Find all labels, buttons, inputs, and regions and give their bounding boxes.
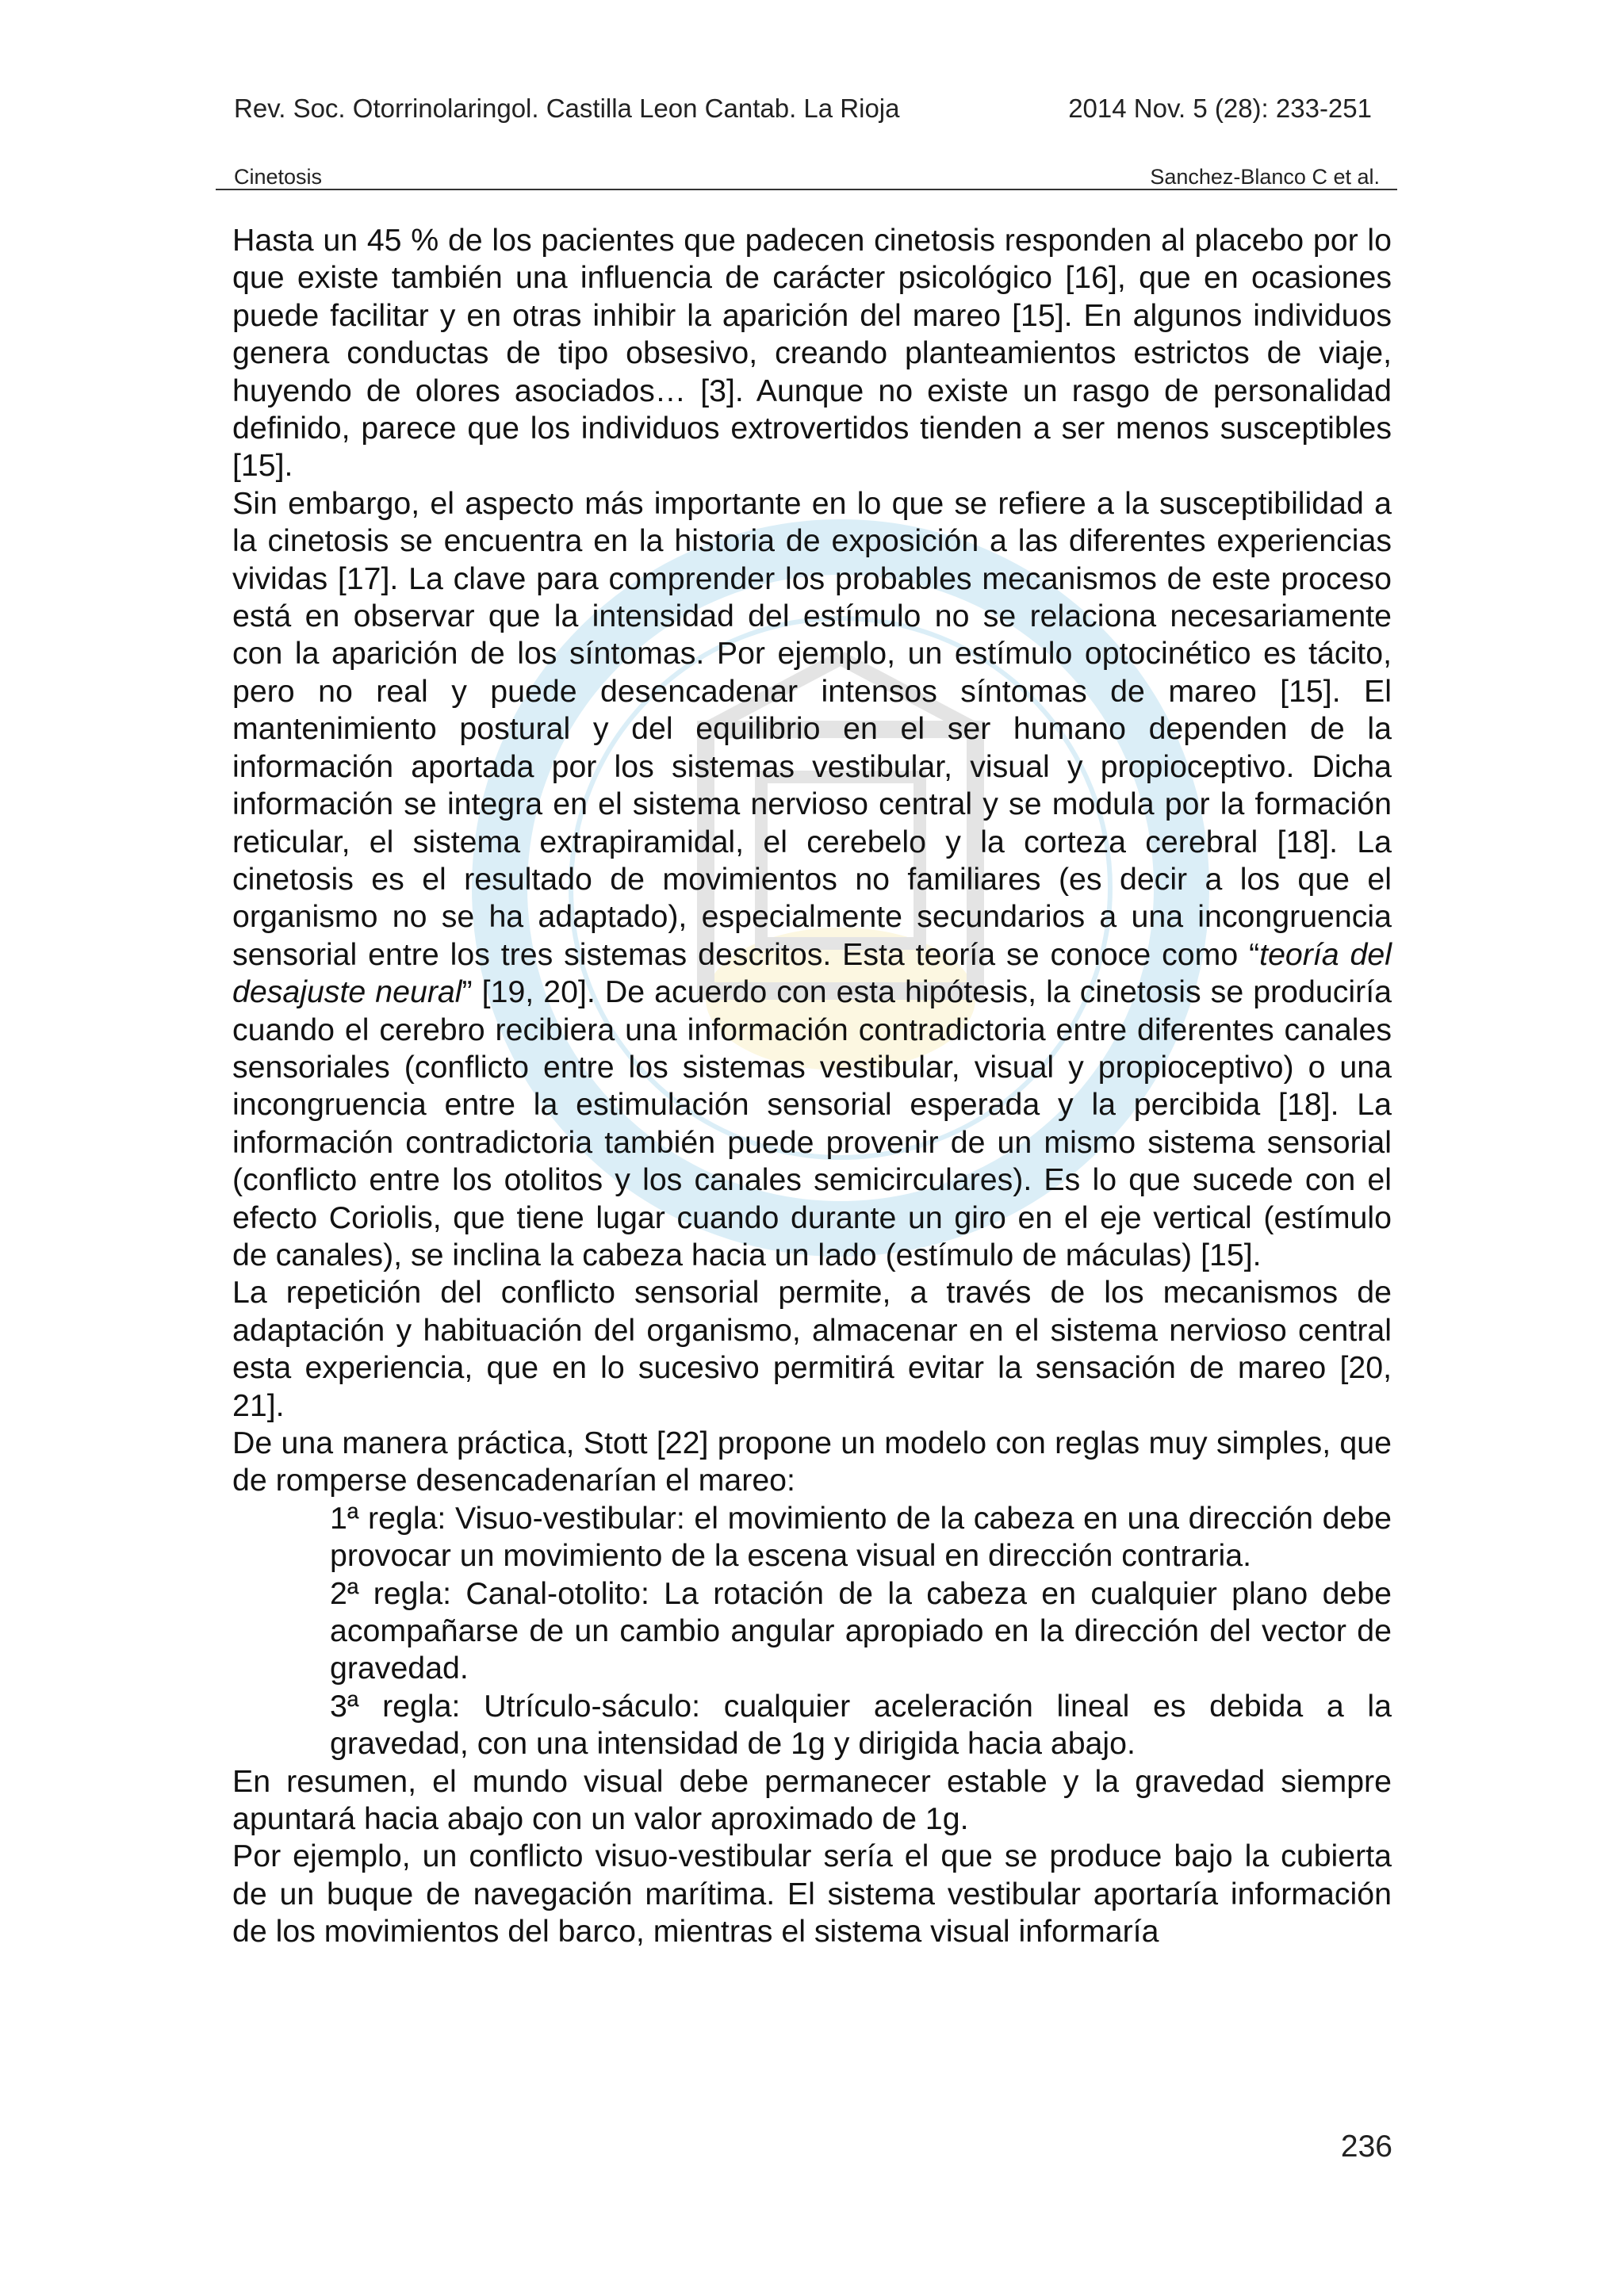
paragraph-text: Sin embargo, el aspecto más importante en lo que se refiere a la susceptibilidad a la cinetosis se encuentra en la historia de exposición a las diferentes experiencias vividas [17]. La clave para comprender los probables mecanismos de este proceso está en observar que la intensidad del estímulo no se relaciona necesariamente con la aparición de los síntomas. Por ejemplo, un estímulo optocinético es tácito, pero no real y puede desencadenar intensos síntomas de mareo [15]. El mantenimiento postural y del equilibrio en el ser humano dependen de la información aportada por los sistemas vestibular, visual y propioceptivo. Dicha información se integra en el sistema nervioso central y se modula por la formación reticular, el sistema extrapiramidal, el cerebelo y la corteza cerebral [18]. La cinetosis es el resultado de movimientos no familiares (es decir a los que el organismo no se ha adaptado), especialmente secundarios a una incongruencia sensorial entre los tres sistemas descritos. Esta teoría se conoce como “ bbox=[232, 485, 1392, 972]
paragraph: En resumen, el mundo visual debe permanecer estable y la gravedad siempre apuntará hacia abajo con un valor aproximado de 1g. bbox=[232, 1763, 1392, 1837]
paragraph: Hasta un 45 % de los pacientes que padecen cinetosis responden al placebo por lo que existe también una influencia de carácter psicológico [16], que en ocasiones puede facilitar y en otras inhibir la aparición del mareo [15]. En algunos individuos genera conductas de tipo obsesivo, creando planteamientos estrictos de viaje, huyendo de olores asociados… [3]. Aunque no existe un rasgo de personalidad definido, parece que los individuos extrovertidos tienden a ser menos susceptibles [15]. bbox=[232, 223, 1392, 484]
paragraph: De una manera práctica, Stott [22] propone un modelo con reglas muy simples, que de romperse desencadenarían el mareo: bbox=[232, 1425, 1392, 1498]
page-number: 236 bbox=[1340, 2130, 1392, 2164]
rule-item: 1ª regla: Visuo-vestibular: el movimiento de la cabeza en una dirección debe provocar un movimiento de la escena visual en dirección contraria. bbox=[330, 1500, 1392, 1574]
italic-term: teoría del desajuste neural bbox=[232, 936, 1392, 1010]
paragraph bbox=[232, 485, 1392, 1275]
rule-item: 3ª regla: Utrículo-sáculo: cualquier aceleración lineal es debida a la gravedad, con una intensidad de 1g y dirigida hacia abajo. bbox=[330, 1688, 1392, 1762]
article-section: Cinetosis bbox=[234, 165, 323, 189]
paragraph: Por ejemplo, un conflicto visuo-vestibular sería el que se produce bajo la cubierta de un buque de navegación marítima. El sistema vestibular aportaría información de los movimientos del barco, mientras el sistema visual informaría bbox=[232, 1839, 1392, 1950]
article-body bbox=[232, 222, 1392, 1951]
paragraph: La repetición del conflicto sensorial permite, a través de los mecanismos de adaptación y habituación del organismo, almacenar en el sistema nervioso central esta experiencia, que en lo sucesivo permitirá evitar la sensación de mareo [20, 21]. bbox=[232, 1275, 1392, 1423]
journal-citation: 2014 Nov. 5 (28): 233-251 bbox=[1068, 94, 1372, 123]
journal-name: Rev. Soc. Otorrinolaringol. Castilla Leon Cantab. La Rioja bbox=[234, 94, 900, 123]
rule-item: 2ª regla: Canal-otolito: La rotación de la cabeza en cualquier plano debe acompañarse de un cambio angular apropiado en la dirección del vector de gravedad. bbox=[330, 1575, 1392, 1686]
header-divider bbox=[216, 189, 1397, 190]
article-authors: Sanchez-Blanco C et al. bbox=[1150, 165, 1380, 189]
paragraph-text: ” [19, 20]. De acuerdo con esta hipótesis, la cinetosis se produciría cuando el cerebro recibiera una información contradictoria entre diferentes canales sensoriales (conflicto entre los sistemas vestibular, visual y propioceptivo) o una incongruencia entre la estimulación sensorial esperada y la percibida [18]. La información contradictoria también puede provenir de un mismo sistema sensorial (conflicto entre los otolitos y los canales semicirculares). Es lo que sucede con el efecto Coriolis, que tiene lugar cuando durante un giro en el eje vertical (estímulo de canales), se inclina la cabeza hacia un lado (estímulo de máculas) [15]. bbox=[232, 974, 1392, 1272]
